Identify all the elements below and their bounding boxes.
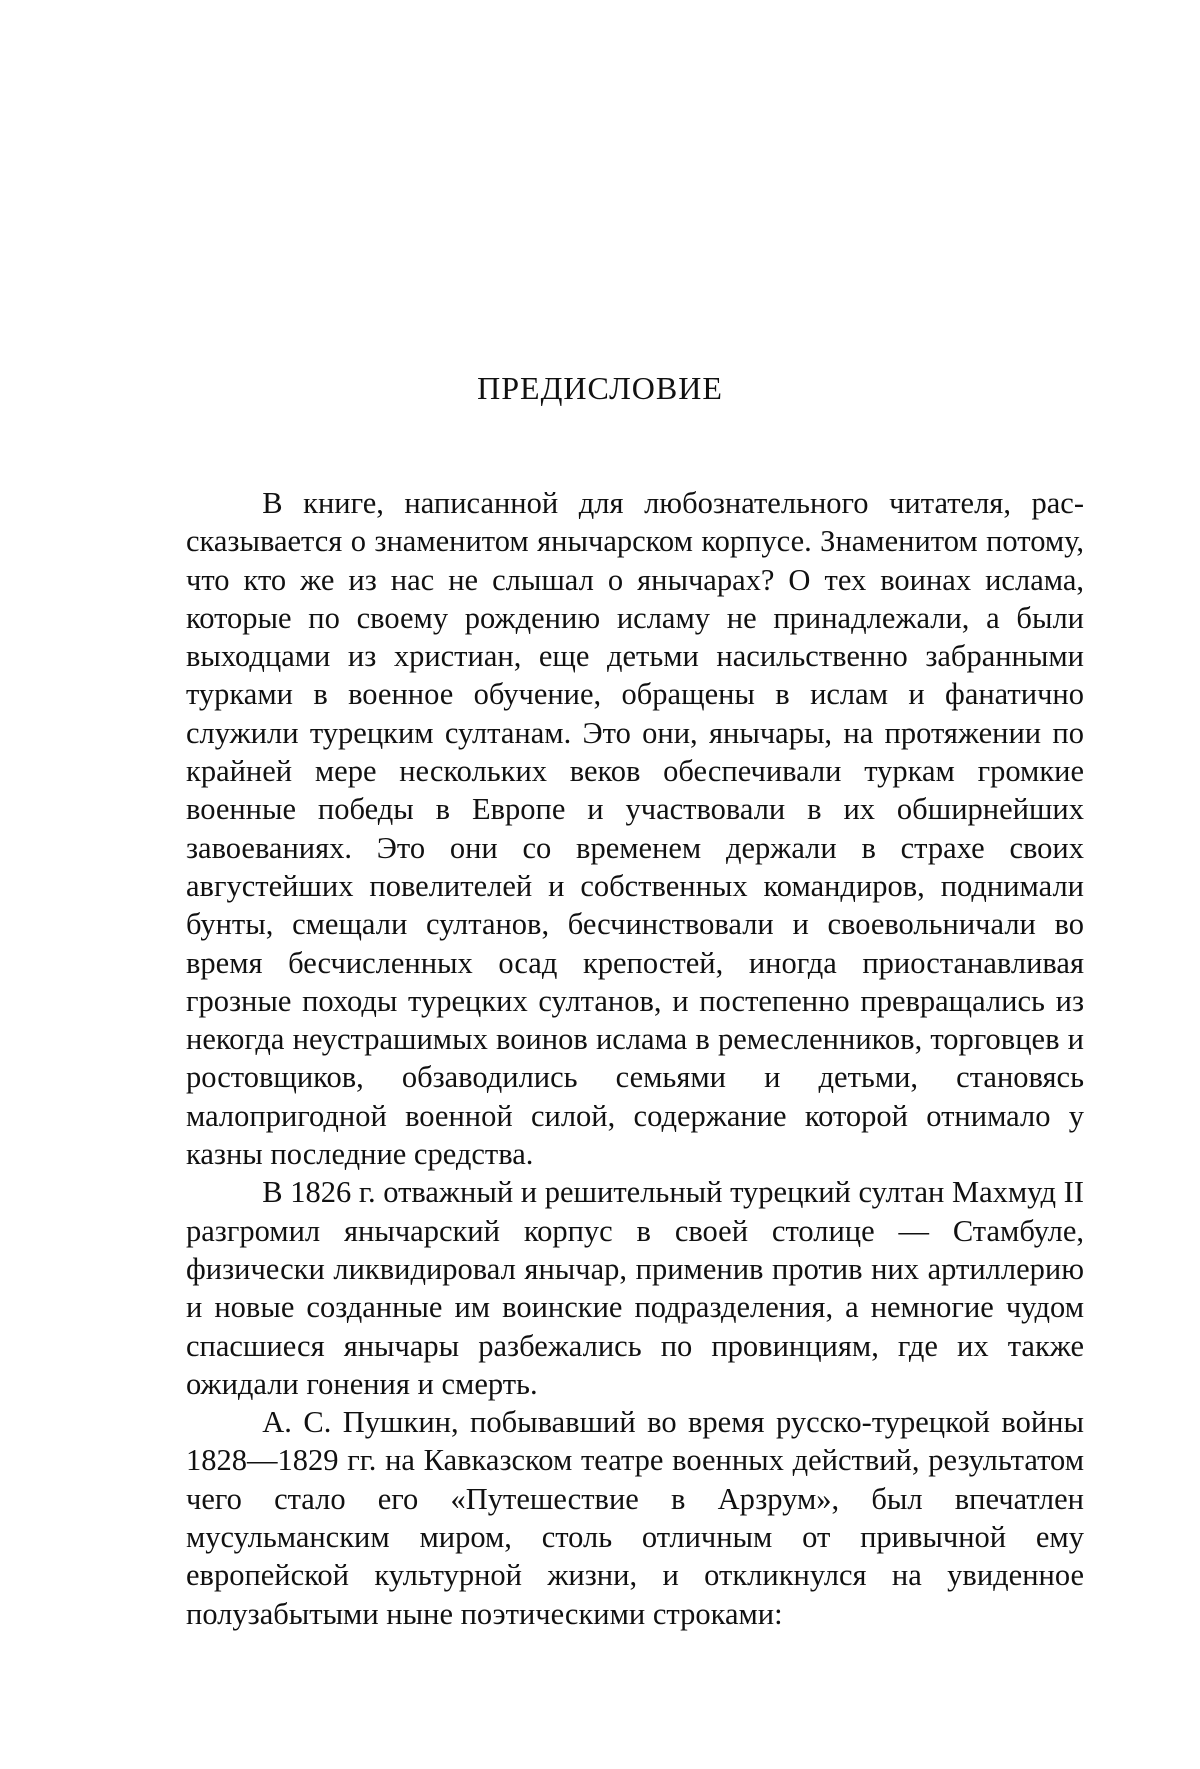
paragraph-2: В 1826 г. отважный и решительный турецкий султан Махмуд II разгромил янычарский корпус в своей столице — Стамбуле, физически ликвидировал янычар, применив против них артиллерию и новые созданные им воинские подразделения, а немногие чудом спасшиеся янычары разбежались по провинциям, где их также ожидали гонения и смерть. [186, 1175, 1084, 1401]
page-title: ПРЕДИСЛОВИЕ [477, 370, 723, 406]
paragraph-3: А. С. Пушкин, побывавший во время русско-турецкой войны 1828—1829 гг. на Кавказском театре военных действий, результатом чего стало его «Путешествие в Арзрум», был впечатлен мусульманским миром, столь отличным от привычной ему европейской культурной жизни, и откликнулся на увиденное полузабытыми ныне поэтическими строками: [186, 1405, 1084, 1631]
paragraph-1: В книге, написанной для любознательного читателя, рассказывается о знаменитом янычарском корпусе. Знаменитом потому, что кто же из нас не слышал о янычарах? О тех воинах ислама, которые по своему рождению исламу не принадлежали, а были выходцами из христиан, еще детьми насильственно забранными турками в военное обучение, обращены в ислам и фанатично служили турецким султанам. Это они, янычары, на протяжении по крайней мере нескольких веков обеспечивали туркам громкие военные победы в Европе и участвовали в их обширнейших завоеваниях. Это они со временем держали в страхе своих августейших повелителей и собственных командиров, поднимали бунты, смещали султанов, бесчинствовали и своевольничали во время бесчисленных осад крепостей, иногда приостанавливая грозные походы турецких султанов, и постепенно превращались из некогда неустрашимых воинов ислама в ремесленников, торговцев и ростовщиков, обзаводились семьями и детьми, становясь малопригодной военной силой, содержание которой отнимало у казны последние средства. [186, 486, 1084, 1172]
body-text [186, 484, 1084, 1633]
